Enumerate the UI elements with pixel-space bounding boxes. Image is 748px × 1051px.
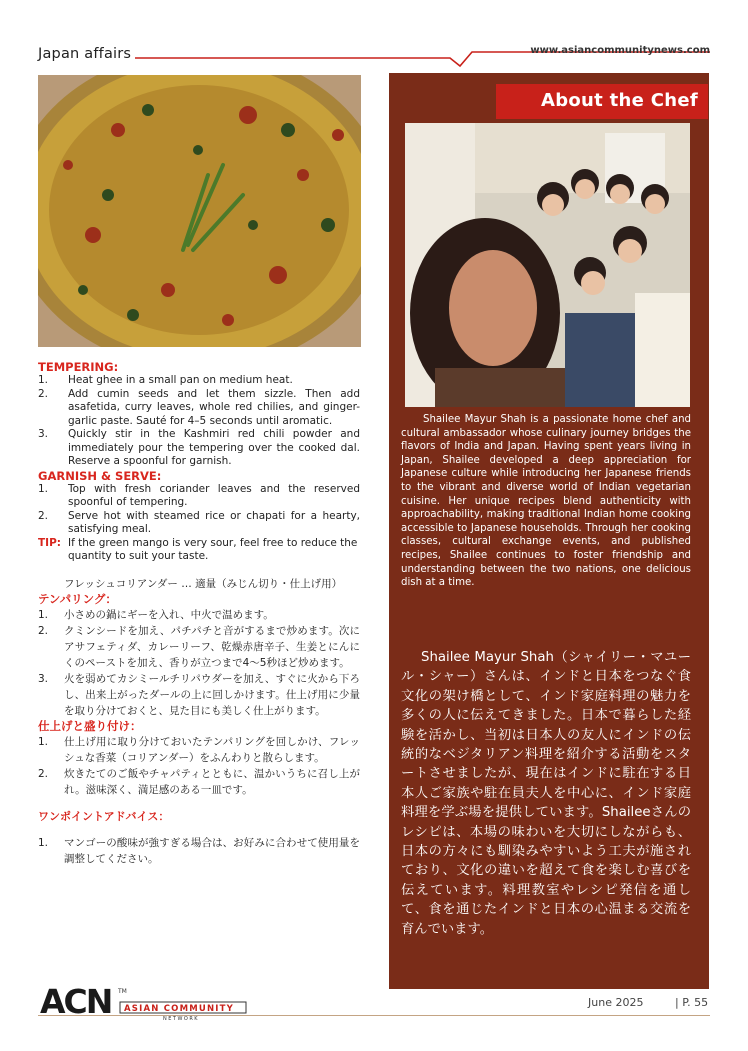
jp-intro: フレッシュコリアンダー … 適量（みじん切り・仕上げ用） bbox=[64, 577, 343, 590]
jp-tip-heading: ワンポイントアドバイス： bbox=[38, 809, 170, 823]
svg-text:TM: TM bbox=[118, 988, 127, 995]
list-item: 1. Heat ghee in a small pan on medium heat. bbox=[38, 374, 293, 386]
list-item: 1. 仕上げ用に取り分けておいたテンパリングを回しかけ、フレッシュな香菜（コリアンダー）をふんわりと散らします。 bbox=[38, 735, 360, 764]
jp-tip-steps bbox=[38, 835, 360, 867]
list-item: 3. 火を弱めてカシミールチリパウダーを加え、すぐに火から下ろし、出来上がったダールの上に回しかけます。仕上げ用に少量を取り分けておくと、見た目にも美しく仕上がります。 bbox=[38, 672, 360, 717]
list-item: 3. Quickly stir in the Kashmiri red chili powder and immediately pour the tempering over the cooked dal. Reserve a spoonful for garnish. bbox=[38, 428, 360, 467]
header-url: www.asiancommunitynews.com bbox=[530, 45, 710, 56]
svg-text:ACN: ACN bbox=[40, 982, 112, 1021]
svg-text:ASIAN COMMUNITY: ASIAN COMMUNITY bbox=[124, 1004, 235, 1014]
tip-label: TIP: bbox=[38, 536, 61, 549]
tip bbox=[38, 537, 360, 564]
list-item: 2. Serve hot with steamed rice or chapati for a hearty, satisfying meal. bbox=[38, 509, 360, 535]
about-chef-banner bbox=[496, 84, 708, 119]
dal-photo bbox=[38, 75, 361, 347]
svg-text:NETWORK: NETWORK bbox=[163, 1016, 200, 1022]
list-item: 1. マンゴーの酸味が強すぎる場合は、お好みに合わせて使用量を調整してください。 bbox=[38, 836, 360, 865]
list-item: 1. Top with fresh coriander leaves and the reserved spoonful of tempering. bbox=[38, 482, 360, 508]
garnish-steps bbox=[38, 483, 360, 537]
jp-garnish-steps bbox=[38, 734, 360, 798]
jp-tempering-heading: テンパリング： bbox=[38, 591, 117, 606]
garnish-heading: GARNISH & SERVE: bbox=[38, 468, 162, 483]
jp-garnish-heading: 仕上げと盛り付け： bbox=[38, 718, 142, 733]
list-item: 1. 小さめの鍋にギーを入れ、中火で温めます。 bbox=[38, 608, 274, 621]
chef-group-photo bbox=[405, 123, 690, 407]
recipe-column bbox=[38, 360, 360, 867]
chef-bio-jp: Shailee Mayur Shah（シャイリー・マユール・シャー）さんは、インドと日本をつなぐ食文化の架け橋として、インド家庭料理の魅力を多くの人に伝えてきました。日本で暮らした経験を活かし、当初は日本人の友人にインドの伝統的なベジタリアン料理を紹介する活動をスタートさせましたが、現在はインドに駐在する日本人ご家族や駐在員夫人を中心に、インド家庭料理を学ぶ場を提供しています。Shaileeさんのレシピは、本場の味わいを大切にしながらも、日本の方々にも馴染みやすいよう工夫が施されており、文化の違いを超えて食を楽しむ喜びを伝えています。料理教室やレシピ発信を通して、食を通じたインドと日本の心温まる交流を育んでいます。 bbox=[401, 650, 691, 937]
list-item: 2. クミンシードを加え、パチパチと音がするまで炒めます。次にアサフェティダ、カレーリーフ、乾燥赤唐辛子、生姜とにんにくのペーストを加え、香りが立つまで4〜5秒ほど炒めます。 bbox=[38, 624, 360, 669]
tip-text: If the green mango is very sour, feel free to reduce the quantity to suit your taste. bbox=[68, 536, 358, 562]
issue-date: June 2025 bbox=[588, 996, 644, 1009]
list-item: 2. 炊きたてのご飯やチャパティとともに、温かいうちに召し上がれ。滋味深く、満足感のある一皿です。 bbox=[38, 767, 360, 796]
chef-bio-en: Shailee Mayur Shah is a passionate home chef and cultural ambassador whose culinary journey bridges the flavors of India and Japan. Having spent years living in Japan, Shailee developed a deep appreciation for Japanese culture while introducing her Japanese friends to the vibrant and diverse world of Indian vegetarian cuisine. Her unique recipes blend authenticity with approachability, making traditional Indian home cooking accessible to Japanese households. Through her cooking classes, cultural exchange events, and published recipes, Shailee continues to foster friendship and understanding between the two nations, one delicious dish at a time. bbox=[401, 414, 691, 589]
list-item: 2. Add cumin seeds and let them sizzle. Then add asafetida, curry leaves, whole red chilies, and ginger-garlic paste. Sauté for 4–5 seconds until aromatic. bbox=[38, 387, 360, 427]
jp-tempering-steps bbox=[38, 607, 360, 719]
acn-logo bbox=[38, 982, 253, 1022]
page-number: | P. 55 bbox=[675, 996, 709, 1009]
section-title: Japan affairs bbox=[38, 46, 132, 62]
tempering-heading: TEMPERING: bbox=[38, 360, 119, 374]
tempering-steps bbox=[38, 374, 360, 469]
about-chef-title: About the Chef bbox=[540, 90, 698, 111]
header-rule bbox=[0, 0, 748, 80]
